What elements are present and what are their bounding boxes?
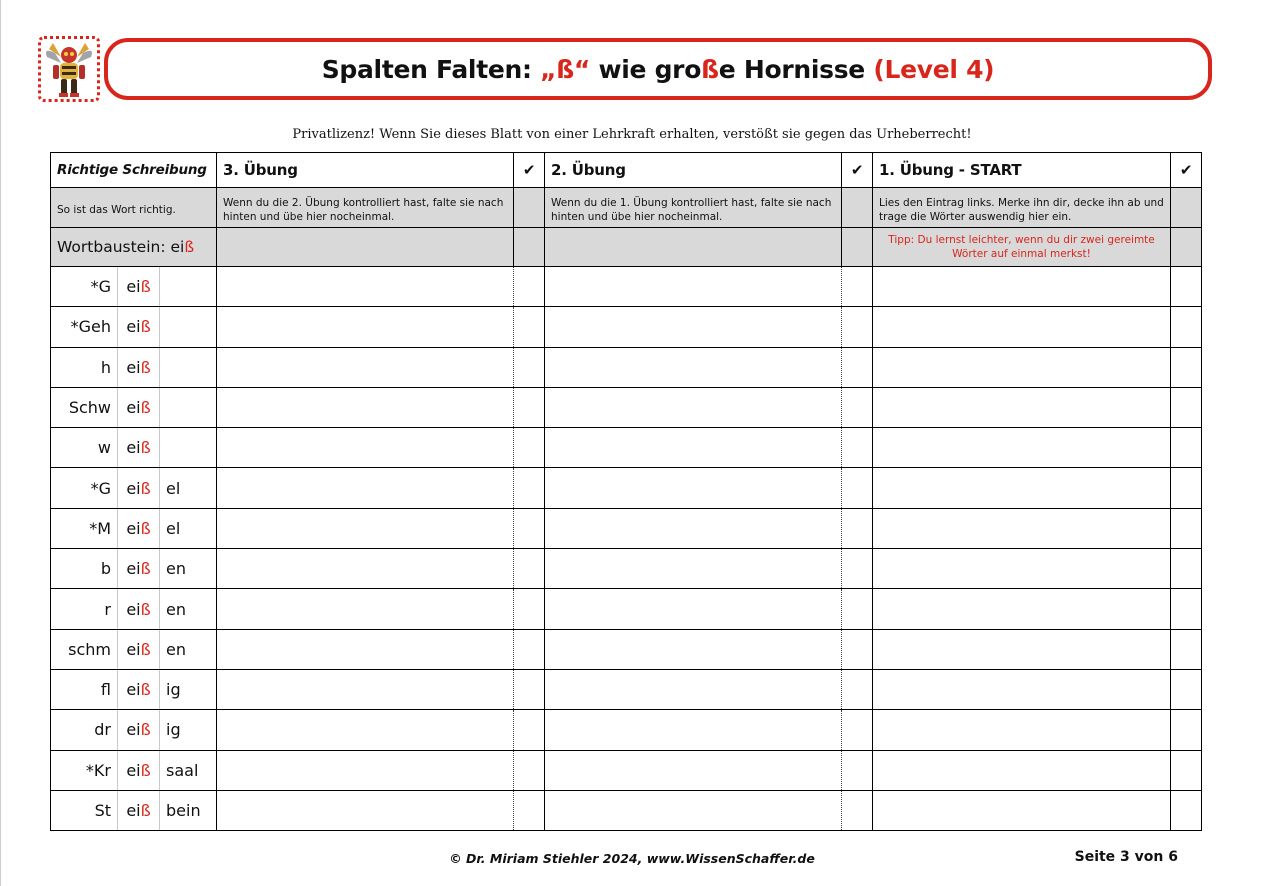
word-row <box>51 387 1202 427</box>
word-suffix: el <box>160 468 217 508</box>
exercise2-input[interactable] <box>545 549 842 589</box>
tip-text: Tipp: Du lernst leichter, wenn du dir zwei gereimte Wörter auf einmal merkst! <box>873 228 1171 267</box>
exercise1-input[interactable] <box>873 267 1171 307</box>
exercise1-check-box[interactable] <box>1171 468 1202 508</box>
exercise2-input[interactable] <box>545 629 842 669</box>
hornet-logo-icon <box>38 36 100 102</box>
word-block-empty <box>514 228 545 267</box>
word-middle: eiß <box>118 387 160 427</box>
word-prefix: *M <box>51 508 118 548</box>
instruction-exercise2: Wenn du die 1. Übung kontrolliert hast, falte sie nach hinten und übe hier nocheinmal. <box>545 188 842 228</box>
exercise2-input[interactable] <box>545 428 842 468</box>
exercise1-input[interactable] <box>873 428 1171 468</box>
word-suffix <box>160 267 217 307</box>
word-middle: eiß <box>118 589 160 629</box>
word-prefix: dr <box>51 710 118 750</box>
exercise1-check-box[interactable] <box>1171 790 1202 830</box>
exercise3-check-box[interactable] <box>514 629 545 669</box>
word-prefix: w <box>51 428 118 468</box>
exercise1-check-box[interactable] <box>1171 307 1202 347</box>
word-middle: eiß <box>118 629 160 669</box>
word-middle: eiß <box>118 307 160 347</box>
word-row <box>51 428 1202 468</box>
word-middle: eiß <box>118 428 160 468</box>
exercise3-check-box[interactable] <box>514 669 545 709</box>
instruction-check-cell <box>514 188 545 228</box>
word-block-empty <box>842 228 873 267</box>
exercise3-check-box[interactable] <box>514 387 545 427</box>
word-row <box>51 267 1202 307</box>
exercise2-check-box[interactable] <box>842 710 873 750</box>
word-suffix <box>160 428 217 468</box>
word-prefix: schm <box>51 629 118 669</box>
exercise1-input[interactable] <box>873 347 1171 387</box>
exercise3-input[interactable] <box>217 589 514 629</box>
instruction-row <box>51 188 1202 228</box>
check-icon: ✔ <box>842 153 873 188</box>
exercise2-check-box[interactable] <box>842 387 873 427</box>
exercise3-check-box[interactable] <box>514 428 545 468</box>
word-prefix: *G <box>51 468 118 508</box>
exercise3-input[interactable] <box>217 267 514 307</box>
exercise2-check-box[interactable] <box>842 589 873 629</box>
word-block-empty <box>217 228 514 267</box>
col-header-exercise2: 2. Übung <box>545 153 842 188</box>
exercise2-input[interactable] <box>545 508 842 548</box>
word-suffix: saal <box>160 750 217 790</box>
word-middle: eiß <box>118 710 160 750</box>
exercise3-check-box[interactable] <box>514 790 545 830</box>
word-middle: eiß <box>118 790 160 830</box>
exercise3-check-box[interactable] <box>514 267 545 307</box>
word-row <box>51 468 1202 508</box>
word-middle: eiß <box>118 549 160 589</box>
word-middle: eiß <box>118 267 160 307</box>
exercise2-check-box[interactable] <box>842 468 873 508</box>
exercise2-check-box[interactable] <box>842 549 873 589</box>
header-row <box>51 153 1202 188</box>
word-middle: eiß <box>118 347 160 387</box>
exercise3-check-box[interactable] <box>514 589 545 629</box>
word-prefix: *G <box>51 267 118 307</box>
exercise1-check-box[interactable] <box>1171 428 1202 468</box>
exercise3-check-box[interactable] <box>514 549 545 589</box>
exercise3-check-box[interactable] <box>514 468 545 508</box>
exercise1-input[interactable] <box>873 508 1171 548</box>
word-suffix <box>160 387 217 427</box>
exercise1-input[interactable] <box>873 629 1171 669</box>
instruction-correct: So ist das Wort richtig. <box>51 188 217 228</box>
col-header-exercise3: 3. Übung <box>217 153 514 188</box>
exercise3-input[interactable] <box>217 307 514 347</box>
check-icon: ✔ <box>1171 153 1202 188</box>
exercise1-input[interactable] <box>873 307 1171 347</box>
exercise2-input[interactable] <box>545 710 842 750</box>
exercise2-check-box[interactable] <box>842 267 873 307</box>
instruction-exercise1: Lies den Eintrag links. Merke ihn dir, decke ihn ab und trage die Wörter auswendig hier ein. <box>873 188 1171 228</box>
instruction-check-cell <box>1171 188 1202 228</box>
exercise3-input[interactable] <box>217 790 514 830</box>
word-suffix: ig <box>160 710 217 750</box>
word-row <box>51 508 1202 548</box>
exercise3-check-box[interactable] <box>514 710 545 750</box>
exercise2-input[interactable] <box>545 347 842 387</box>
exercise3-input[interactable] <box>217 750 514 790</box>
exercise1-input[interactable] <box>873 387 1171 427</box>
word-prefix: r <box>51 589 118 629</box>
word-block-row <box>51 228 1202 267</box>
page-title: Spalten Falten: „ß“ wie große Hornisse (Level 4) <box>321 54 995 84</box>
copyright-footer: © Dr. Miriam Stiehler 2024, www.WissenSchaffer.de <box>449 851 815 866</box>
word-suffix: en <box>160 629 217 669</box>
exercise1-input[interactable] <box>873 589 1171 629</box>
word-prefix: Schw <box>51 387 118 427</box>
word-suffix: el <box>160 508 217 548</box>
exercise1-input[interactable] <box>873 468 1171 508</box>
exercise2-check-box[interactable] <box>842 307 873 347</box>
exercise2-input[interactable] <box>545 669 842 709</box>
word-row <box>51 629 1202 669</box>
exercise3-input[interactable] <box>217 347 514 387</box>
exercise1-check-box[interactable] <box>1171 347 1202 387</box>
word-prefix: *Kr <box>51 750 118 790</box>
exercise3-input[interactable] <box>217 669 514 709</box>
license-note: Privatlizenz! Wenn Sie dieses Blatt von einer Lehrkraft erhalten, verstößt sie gegen das Urheberrecht! <box>292 127 972 142</box>
exercise1-check-box[interactable] <box>1171 508 1202 548</box>
col-header-exercise1: 1. Übung - START <box>873 153 1171 188</box>
exercise2-check-box[interactable] <box>842 790 873 830</box>
exercise2-check-box[interactable] <box>842 629 873 669</box>
exercise1-input[interactable] <box>873 669 1171 709</box>
exercise1-check-box[interactable] <box>1171 267 1202 307</box>
exercise3-input[interactable] <box>217 468 514 508</box>
exercise1-check-box[interactable] <box>1171 549 1202 589</box>
word-prefix: b <box>51 549 118 589</box>
exercise2-check-box[interactable] <box>842 347 873 387</box>
col-header-correct: Richtige Schreibung <box>51 153 217 188</box>
word-prefix: fl <box>51 669 118 709</box>
exercise2-input[interactable] <box>545 589 842 629</box>
exercise3-check-box[interactable] <box>514 750 545 790</box>
exercise3-check-box[interactable] <box>514 307 545 347</box>
word-row <box>51 549 1202 589</box>
word-row <box>51 710 1202 750</box>
exercise3-input[interactable] <box>217 428 514 468</box>
exercise1-check-box[interactable] <box>1171 589 1202 629</box>
exercise2-check-box[interactable] <box>842 669 873 709</box>
exercise3-check-box[interactable] <box>514 347 545 387</box>
word-block-empty <box>1171 228 1202 267</box>
word-block-label: Wortbaustein: eiß <box>51 228 217 267</box>
exercise3-input[interactable] <box>217 549 514 589</box>
exercise1-check-box[interactable] <box>1171 629 1202 669</box>
page-number: Seite 3 von 6 <box>1074 849 1178 865</box>
exercise2-input[interactable] <box>545 468 842 508</box>
exercise3-check-box[interactable] <box>514 508 545 548</box>
word-suffix: ig <box>160 669 217 709</box>
exercise1-input[interactable] <box>873 710 1171 750</box>
exercise2-input[interactable] <box>545 750 842 790</box>
word-row <box>51 750 1202 790</box>
word-row <box>51 307 1202 347</box>
exercise2-input[interactable] <box>545 307 842 347</box>
exercise3-input[interactable] <box>217 710 514 750</box>
word-middle: eiß <box>118 508 160 548</box>
exercise1-check-box[interactable] <box>1171 750 1202 790</box>
word-row <box>51 589 1202 629</box>
exercise1-input[interactable] <box>873 549 1171 589</box>
word-suffix: en <box>160 549 217 589</box>
exercise1-check-box[interactable] <box>1171 387 1202 427</box>
word-row <box>51 790 1202 830</box>
word-suffix: en <box>160 589 217 629</box>
practice-table <box>50 152 1202 831</box>
exercise3-input[interactable] <box>217 387 514 427</box>
word-suffix <box>160 307 217 347</box>
exercise1-check-box[interactable] <box>1171 710 1202 750</box>
exercise2-check-box[interactable] <box>842 428 873 468</box>
exercise1-input[interactable] <box>873 790 1171 830</box>
check-icon: ✔ <box>514 153 545 188</box>
exercise1-input[interactable] <box>873 750 1171 790</box>
word-suffix <box>160 347 217 387</box>
word-middle: eiß <box>118 750 160 790</box>
exercise2-input[interactable] <box>545 790 842 830</box>
exercise2-check-box[interactable] <box>842 508 873 548</box>
exercise2-input[interactable] <box>545 387 842 427</box>
exercise3-input[interactable] <box>217 629 514 669</box>
word-prefix: St <box>51 790 118 830</box>
word-suffix: bein <box>160 790 217 830</box>
word-middle: eiß <box>118 468 160 508</box>
title-banner <box>104 38 1212 100</box>
word-middle: eiß <box>118 669 160 709</box>
exercise2-check-box[interactable] <box>842 750 873 790</box>
word-prefix: *Geh <box>51 307 118 347</box>
instruction-check-cell <box>842 188 873 228</box>
word-prefix: h <box>51 347 118 387</box>
instruction-exercise3: Wenn du die 2. Übung kontrolliert hast, falte sie nach hinten und übe hier nocheinmal. <box>217 188 514 228</box>
exercise2-input[interactable] <box>545 267 842 307</box>
word-row <box>51 669 1202 709</box>
exercise3-input[interactable] <box>217 508 514 548</box>
word-row <box>51 347 1202 387</box>
exercise1-check-box[interactable] <box>1171 669 1202 709</box>
word-block-empty <box>545 228 842 267</box>
